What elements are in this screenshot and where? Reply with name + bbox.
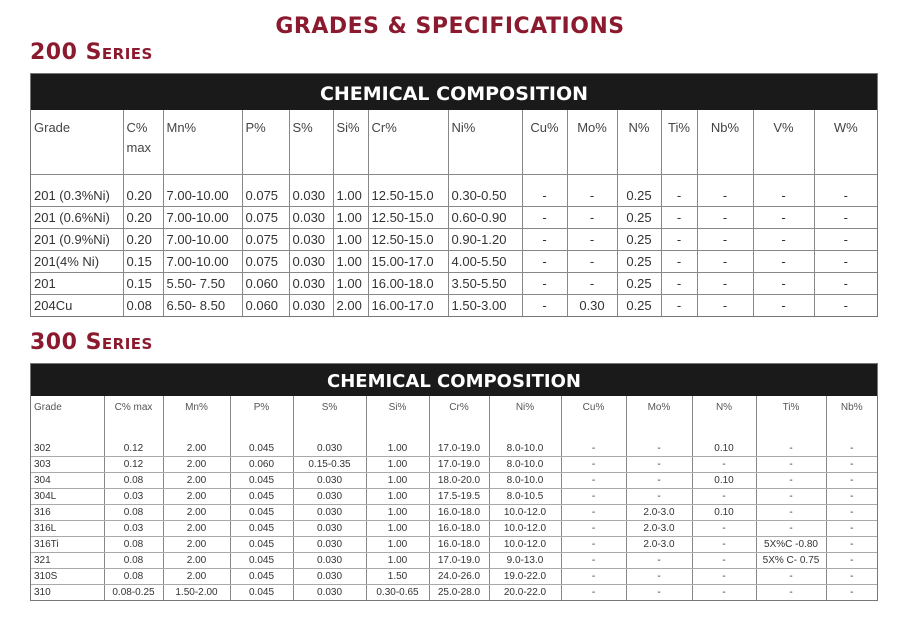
cell-nb: - [697, 251, 753, 273]
cell-mn: 2.00 [163, 441, 230, 457]
column-header-s: S% [293, 396, 366, 441]
table-row [31, 585, 877, 601]
cell-si: 1.00 [333, 175, 368, 207]
cell-mn: 1.50-2.00 [163, 585, 230, 601]
cell-mo: - [567, 207, 617, 229]
cell-w: - [843, 298, 848, 313]
cell-n: 0.25 [617, 175, 661, 207]
cell-n: 0.25 [617, 207, 661, 229]
cell-cu: - [561, 473, 626, 489]
column-header-grade: Grade [31, 110, 123, 175]
cell-n: 0.25 [617, 229, 661, 251]
cell-cr: 24.0-26.0 [429, 569, 489, 585]
cell-cu: - [561, 569, 626, 585]
cell-mn: 2.00 [163, 505, 230, 521]
cell-n: 0.25 [617, 295, 661, 317]
column-header-ni: Ni% [448, 110, 522, 175]
cell-ni: 1.50-3.00 [448, 295, 522, 317]
cell-mo: - [626, 569, 692, 585]
cell-si: 1.00 [366, 553, 429, 569]
cell-cu: - [522, 251, 567, 273]
cell-ti: - [661, 175, 697, 207]
column-header-p: P% [230, 396, 293, 441]
column-header-n: N% [692, 396, 756, 441]
cell-p: 0.045 [230, 585, 293, 601]
cell-nb: - [826, 489, 877, 505]
cell-s: 0.030 [289, 251, 333, 273]
cell-c-max: 0.12 [104, 441, 163, 457]
cell-nb: - [850, 587, 854, 598]
cell-cr: 16.0-18.0 [429, 537, 489, 553]
cell-ti: - [756, 489, 826, 505]
cell-si: 1.00 [366, 505, 429, 521]
cell-p: 0.060 [242, 295, 289, 317]
cell-ti: - [661, 273, 697, 295]
cell-c-max: 0.03 [104, 489, 163, 505]
cell-cr: 12.50-15.0 [368, 175, 448, 207]
table-row [31, 207, 877, 229]
table-row [31, 175, 877, 207]
cell-cr: 12.50-15.0 [368, 207, 448, 229]
cell-ti: - [756, 585, 826, 601]
cell-ni: 4.00-5.50 [448, 251, 522, 273]
cell-cu: - [561, 505, 626, 521]
cell-si: 1.00 [333, 207, 368, 229]
cell-cr: 15.00-17.0 [368, 251, 448, 273]
cell-mn: 2.00 [163, 569, 230, 585]
cell-w: - [814, 229, 877, 251]
column-header-n: N% [617, 110, 661, 175]
cell-cr: 16.0-18.0 [429, 521, 489, 537]
cell-s: 0.030 [293, 585, 366, 601]
cell-w: - [814, 207, 877, 229]
cell-s: 0.030 [289, 229, 333, 251]
cell-mo: - [626, 585, 692, 601]
cell-cu: - [561, 521, 626, 537]
cell-p: 0.075 [242, 207, 289, 229]
cell-ti: 5X% C- 0.75 [756, 553, 826, 569]
column-header-si: Si% [333, 110, 368, 175]
cell-si: 1.00 [366, 521, 429, 537]
cell-mo: - [626, 489, 692, 505]
cell-ni: 8.0-10.0 [489, 473, 561, 489]
cell-s: 0.030 [293, 505, 366, 521]
cell-ni: 8.0-10.0 [489, 441, 561, 457]
chemical-composition-banner: CHEMICAL COMPOSITION [31, 364, 877, 396]
cell-nb: - [826, 521, 877, 537]
cell-s: 0.030 [293, 489, 366, 505]
cell-mo: - [626, 441, 692, 457]
cell-p: 0.045 [230, 473, 293, 489]
cell-cu: - [522, 207, 567, 229]
cell-mo: - [626, 473, 692, 489]
table-row [31, 553, 877, 569]
cell-grade: 302 [31, 441, 104, 457]
column-header-c-max: C% max [104, 396, 163, 441]
cell-nb: - [826, 569, 877, 585]
cell-ni: 10.0-12.0 [489, 521, 561, 537]
cell-ti: - [756, 441, 826, 457]
cell-p: 0.045 [230, 505, 293, 521]
cell-mo: - [567, 273, 617, 295]
cell-s: 0.030 [293, 441, 366, 457]
cell-nb: - [697, 175, 753, 207]
series-300-title: 300 Series [30, 330, 153, 355]
page-title: GRADES & SPECIFICATIONS [275, 14, 625, 39]
cell-grade: 201(4% Ni) [31, 251, 123, 273]
cell-ni: 9.0-13.0 [489, 553, 561, 569]
cell-nb: - [697, 229, 753, 251]
column-header-ti: Ti% [661, 110, 697, 175]
column-header-grade: Grade [31, 396, 104, 441]
cell-cr: 12.50-15.0 [368, 229, 448, 251]
cell-s: 0.030 [289, 273, 333, 295]
cell-cu: - [522, 175, 567, 207]
cell-nb: - [697, 273, 753, 295]
cell-grade: 310S [31, 569, 104, 585]
cell-cu: - [561, 553, 626, 569]
cell-cr: 16.00-17.0 [368, 295, 448, 317]
cell-s: 0.030 [289, 175, 333, 207]
cell-cu: - [522, 273, 567, 295]
cell-ni: 10.0-12.0 [489, 505, 561, 521]
cell-nb: - [826, 537, 877, 553]
cell-ni: 20.0-22.0 [489, 585, 561, 601]
column-header-v: V% [753, 110, 814, 175]
cell-ti: - [661, 229, 697, 251]
table-row [31, 489, 877, 505]
cell-cu: - [561, 537, 626, 553]
column-header-p: P% [242, 110, 289, 175]
cell-c-max: 0.12 [104, 457, 163, 473]
cell-ni: 10.0-12.0 [489, 537, 561, 553]
cell-s: 0.030 [293, 521, 366, 537]
cell-grade: 316L [31, 521, 104, 537]
cell-mn: 2.00 [163, 489, 230, 505]
cell-c-max: 0.08 [123, 295, 163, 317]
series-200-title: 200 Series [30, 40, 153, 65]
column-header-nb: Nb% [840, 402, 863, 413]
cell-v: - [753, 175, 814, 207]
cell-n: 0.10 [692, 473, 756, 489]
cell-grade: 310 [31, 585, 104, 601]
cell-nb: - [826, 505, 877, 521]
cell-cr: 18.0-20.0 [429, 473, 489, 489]
cell-cr: 16.00-18.0 [368, 273, 448, 295]
column-header-mn: Mn% [163, 396, 230, 441]
cell-ni: 0.90-1.20 [448, 229, 522, 251]
column-header-cu: Cu% [522, 110, 567, 175]
cell-grade: 204Cu [31, 295, 123, 317]
cell-mn: 2.00 [163, 473, 230, 489]
cell-ni: 8.0-10.5 [489, 489, 561, 505]
cell-grade: 303 [31, 457, 104, 473]
cell-mo: 2.0-3.0 [626, 537, 692, 553]
table-row [31, 457, 877, 473]
cell-n: 0.10 [692, 441, 756, 457]
table-row [31, 229, 877, 251]
cell-ti: - [756, 473, 826, 489]
cell-mo: 2.0-3.0 [626, 505, 692, 521]
cell-ti: - [756, 521, 826, 537]
cell-n: - [692, 585, 756, 601]
cell-v: - [753, 207, 814, 229]
cell-ti: - [756, 505, 826, 521]
cell-p: 0.060 [242, 273, 289, 295]
cell-s: 0.030 [293, 473, 366, 489]
cell-ti: - [661, 207, 697, 229]
cell-w: - [814, 251, 877, 273]
table-row [31, 273, 877, 295]
table-row [31, 441, 877, 457]
cell-n: - [692, 489, 756, 505]
cell-c-max: 0.08-0.25 [104, 585, 163, 601]
cell-c-max: 0.03 [104, 521, 163, 537]
cell-cu: - [561, 441, 626, 457]
column-header-mo: Mo% [567, 110, 617, 175]
cell-nb: - [826, 473, 877, 489]
cell-p: 0.045 [230, 489, 293, 505]
cell-ni: 0.30-0.50 [448, 175, 522, 207]
cell-si: 1.00 [366, 441, 429, 457]
cell-n: - [692, 521, 756, 537]
table-row [31, 537, 877, 553]
cell-si: 1.00 [366, 489, 429, 505]
cell-mn: 2.00 [163, 521, 230, 537]
cell-mn: 2.00 [163, 457, 230, 473]
cell-cr: 17.0-19.0 [429, 441, 489, 457]
cell-p: 0.075 [242, 229, 289, 251]
cell-s: 0.030 [293, 553, 366, 569]
cell-p: 0.045 [230, 569, 293, 585]
cell-si: 1.00 [366, 537, 429, 553]
cell-n: 0.25 [617, 251, 661, 273]
cell-p: 0.075 [242, 175, 289, 207]
cell-mn: 6.50- 8.50 [163, 295, 242, 317]
cell-mn: 2.00 [163, 553, 230, 569]
cell-cu: - [522, 229, 567, 251]
cell-grade: 201 (0.6%Ni) [31, 207, 123, 229]
table-row [31, 473, 877, 489]
cell-n: 0.10 [692, 505, 756, 521]
cell-mn: 7.00-10.00 [163, 229, 242, 251]
cell-grade: 316 [31, 505, 104, 521]
cell-p: 0.045 [230, 553, 293, 569]
cell-v: - [753, 229, 814, 251]
cell-c-max: 0.08 [104, 537, 163, 553]
cell-si: 1.00 [333, 229, 368, 251]
cell-p: 0.060 [230, 457, 293, 473]
cell-mo: - [626, 457, 692, 473]
cell-s: 0.030 [293, 569, 366, 585]
cell-si: 2.00 [333, 295, 368, 317]
cell-p: 0.045 [230, 441, 293, 457]
cell-c-max: 0.15 [123, 273, 163, 295]
cell-p: 0.045 [230, 521, 293, 537]
cell-cr: 17.0-19.0 [429, 553, 489, 569]
cell-nb: - [826, 441, 877, 457]
cell-si: 0.30-0.65 [366, 585, 429, 601]
chemical-composition-banner: CHEMICAL COMPOSITION [31, 74, 877, 110]
cell-si: 1.50 [366, 569, 429, 585]
cell-c-max: 0.08 [104, 553, 163, 569]
cell-mn: 7.00-10.00 [163, 175, 242, 207]
column-header-cr: Cr% [368, 110, 448, 175]
cell-grade: 201 (0.3%Ni) [31, 175, 123, 207]
cell-mn: 2.00 [163, 537, 230, 553]
cell-ti: - [661, 251, 697, 273]
cell-ni: 19.0-22.0 [489, 569, 561, 585]
cell-cr: 17.5-19.5 [429, 489, 489, 505]
column-header-si: Si% [366, 396, 429, 441]
cell-c-max: 0.20 [123, 229, 163, 251]
cell-n: - [692, 553, 756, 569]
cell-grade: 201 (0.9%Ni) [31, 229, 123, 251]
cell-cu: - [561, 489, 626, 505]
cell-mn: 7.00-10.00 [163, 251, 242, 273]
cell-si: 1.00 [333, 251, 368, 273]
cell-c-max: 0.08 [104, 473, 163, 489]
cell-mo: 0.30 [567, 295, 617, 317]
cell-c-max: 0.20 [123, 207, 163, 229]
cell-si: 1.00 [366, 457, 429, 473]
cell-n: 0.25 [617, 273, 661, 295]
cell-mo: - [567, 229, 617, 251]
cell-si: 1.00 [366, 473, 429, 489]
table-row [31, 569, 877, 585]
cell-s: 0.030 [289, 295, 333, 317]
column-header-w: W% [814, 110, 877, 175]
table-row [31, 521, 877, 537]
cell-c-max: 0.20 [123, 175, 163, 207]
cell-grade: 304 [31, 473, 104, 489]
cell-cu: - [522, 295, 567, 317]
cell-p: 0.045 [230, 537, 293, 553]
cell-n: - [692, 537, 756, 553]
cell-ti: - [756, 457, 826, 473]
cell-n: - [692, 569, 756, 585]
cell-grade: 316Ti [31, 537, 104, 553]
column-header-mo: Mo% [626, 396, 692, 441]
cell-ni: 0.60-0.90 [448, 207, 522, 229]
cell-cr: 16.0-18.0 [429, 505, 489, 521]
cell-cu: - [561, 457, 626, 473]
cell-mn: 5.50- 7.50 [163, 273, 242, 295]
cell-grade: 321 [31, 553, 104, 569]
cell-cu: - [561, 585, 626, 601]
column-header-c-max: C% max [123, 110, 163, 175]
column-header-nb: Nb% [697, 110, 753, 175]
cell-nb: - [826, 457, 877, 473]
cell-cr: 17.0-19.0 [429, 457, 489, 473]
cell-ti: 5X%C -0.80 [756, 537, 826, 553]
cell-cr: 25.0-28.0 [429, 585, 489, 601]
table-row [31, 295, 877, 317]
cell-mo: - [626, 553, 692, 569]
table-row [31, 251, 877, 273]
table-row [31, 505, 877, 521]
cell-grade: 201 [31, 273, 123, 295]
cell-v: - [753, 251, 814, 273]
column-header-ti: Ti% [756, 396, 826, 441]
cell-p: 0.075 [242, 251, 289, 273]
cell-si: 1.00 [333, 273, 368, 295]
cell-mo: - [567, 175, 617, 207]
column-header-s: S% [289, 110, 333, 175]
series-300-table [30, 363, 878, 601]
cell-w: - [814, 273, 877, 295]
cell-n: - [692, 457, 756, 473]
column-header-ni: Ni% [489, 396, 561, 441]
cell-v: - [753, 295, 814, 317]
cell-ni: 3.50-5.50 [448, 273, 522, 295]
cell-ti: - [661, 295, 697, 317]
column-header-mn: Mn% [163, 110, 242, 175]
column-header-cr: Cr% [429, 396, 489, 441]
cell-s: 0.030 [293, 537, 366, 553]
cell-mn: 7.00-10.00 [163, 207, 242, 229]
cell-c-max: 0.15 [123, 251, 163, 273]
cell-mo: - [567, 251, 617, 273]
cell-s: 0.030 [289, 207, 333, 229]
cell-c-max: 0.08 [104, 505, 163, 521]
cell-nb: - [826, 553, 877, 569]
column-header-cu: Cu% [561, 396, 626, 441]
cell-mo: 2.0-3.0 [626, 521, 692, 537]
cell-ti: - [756, 569, 826, 585]
cell-ni: 8.0-10.0 [489, 457, 561, 473]
cell-nb: - [697, 207, 753, 229]
cell-c-max: 0.08 [104, 569, 163, 585]
cell-v: - [753, 273, 814, 295]
cell-grade: 304L [31, 489, 104, 505]
cell-nb: - [697, 295, 753, 317]
series-200-table [30, 73, 878, 317]
cell-w: - [814, 175, 877, 207]
cell-s: 0.15-0.35 [293, 457, 366, 473]
